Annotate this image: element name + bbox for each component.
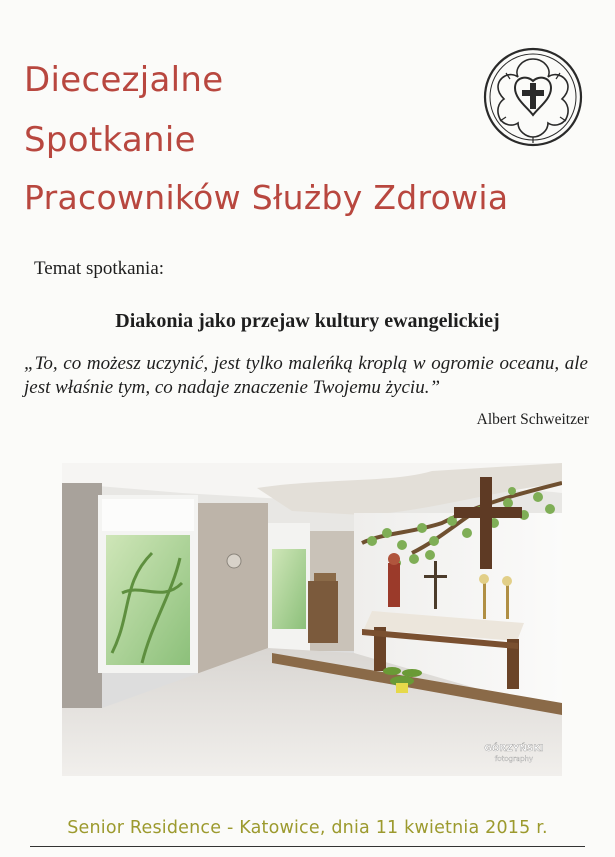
chapel-photo xyxy=(62,463,562,776)
footer-divider xyxy=(30,846,585,847)
photo-watermark-sub: fotography xyxy=(494,755,534,763)
title-line-3: Pracowników Służby Zdrowia xyxy=(24,178,509,217)
title-block xyxy=(24,60,508,218)
quote-author: Albert Schweitzer xyxy=(476,411,589,428)
luther-rose-seal-icon xyxy=(482,45,584,149)
topic-heading: Diakonia jako przejaw kultury ewangelickiej xyxy=(115,310,500,332)
footer-location-date: Senior Residence - Katowice, dnia 11 kwietnia 2015 r. xyxy=(67,818,548,838)
quote-text: „To, co możesz uczynić, jest tylko maleńką kroplą w ogromie oceanu, ale jest właśnie tym, co nadaje znaczenie Twojemu życiu.” xyxy=(24,353,588,398)
topic-label: Temat spotkania: xyxy=(34,258,165,279)
photo-watermark-name: GÓRZYŃSKI xyxy=(484,744,544,754)
title-line-1: Diecezjalne xyxy=(24,60,224,100)
title-line-2: Spotkanie xyxy=(24,120,196,160)
